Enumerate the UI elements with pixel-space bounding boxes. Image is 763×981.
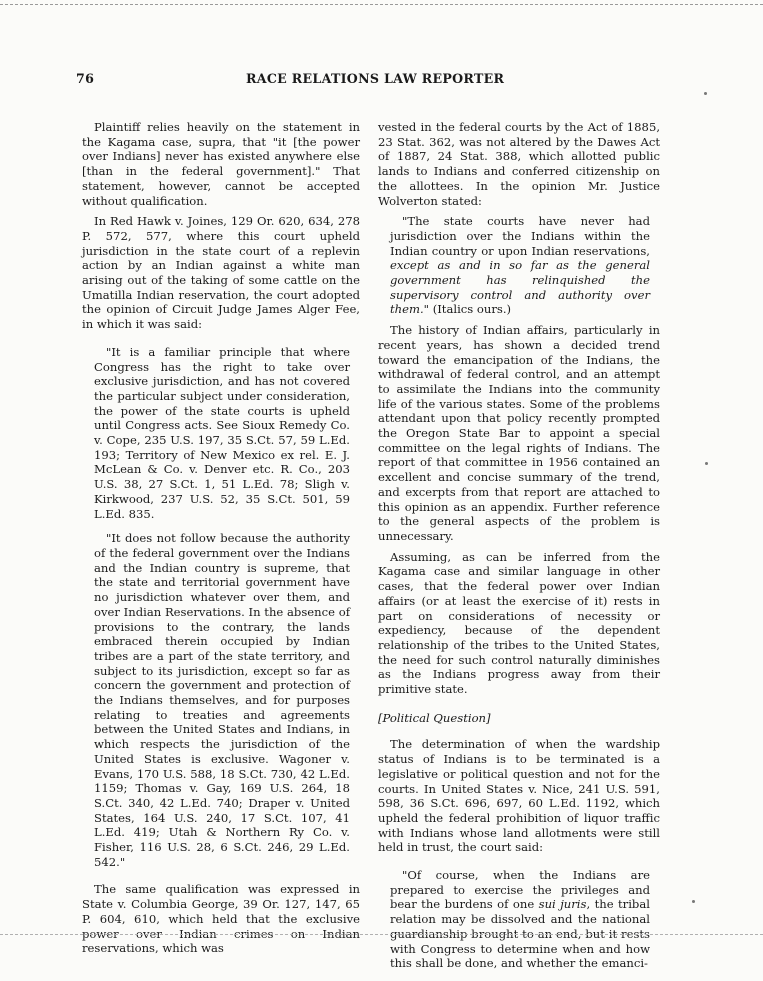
page-header <box>76 71 696 89</box>
right-column <box>378 120 660 981</box>
paragraph: vested in the federal courts by the Act of 1885, 23 Stat. 362, was not altered by the Dawes Act of 1887, 24 Stat. 388, which allotted public lands to Indians and conferred citizenship on the allottees. In the opinion Mr. Justice Wolverton stated: <box>378 120 660 208</box>
paragraph: Plaintiff relies heavily on the statement in the Kagama case, supra, that "it [the power over Indians] never has existed anywhere else [than in the federal government]." That statement, however, cannot be accepted without qualification. <box>82 120 360 208</box>
block-quote: "It does not follow because the authority of the federal government over the Indians and the Indian country is supreme, that the state and territorial government have no jurisdiction whatever over them, and over Indian Reservations. In the absence of provisions to the contrary, the lands embraced therein occupied by Indian tribes are a part of the state territory, and subject to its jurisdiction, except so far as concern the government and protection of the Indians themselves, and for purposes relating to treaties and agreements between the United States and Indians, in which respects the jurisdiction of the United States is exclusive. Wagoner v. Evans, 170 U.S. 588, 18 S.Ct. 730, 42 L.Ed. 1159; Thomas v. Gay, 169 U.S. 264, 18 S.Ct. 340, 42 L.Ed. 740; Draper v. United States, 164 U.S. 240, 17 S.Ct. 107, 41 L.Ed. 419; Utah & Northern Ry Co. v. Fisher, 116 U.S. 28, 6 S.Ct. 246, 29 L.Ed. 542." <box>94 531 350 869</box>
quote-text: "The state courts have never had jurisdiction over the Indians within the Indian country or upon Indian reservations, <box>390 214 650 258</box>
paragraph: The determination of when the wardship status of Indians is to be terminated is a legislative or political question and not for the courts. In United States v. Nice, 241 U.S. 591, 598, 36 S.Ct. 696, 697, 60 L.Ed. 1192, which upheld the federal prohibition of liquor traffic with Indians whose land allotments were still held in trust, the court said: <box>378 737 660 855</box>
running-title: RACE RELATIONS LAW REPORTER <box>246 71 505 86</box>
paragraph: In Red Hawk v. Joines, 129 Or. 620, 634, 278 P. 572, 577, where this court upheld jurisdiction in the state court of a replevin action by an Indian against a white man arising out of the taking of some cattle on the Umatilla Indian reservation, the court adopted the opinion of Circuit Judge James Alger Fee, in which it was said: <box>82 214 360 332</box>
paragraph: The history of Indian affairs, particularly in recent years, has shown a decided trend toward the emancipation of the Indians, the withdrawal of federal control, and an attempt to assimilate the Indians into the community life of the various states. Some of the problems attendant upon that policy recently prompted the Oregon State Bar to appoint a special committee on the legal rights of Indians. The report of that committee in 1956 contained an excellent and concise summary of the trend, and excerpts from that report are attached to this opinion as an appendix. Further reference to the general aspects of the problem is unnecessary. <box>378 323 660 543</box>
paragraph: The same qualification was expressed in State v. Columbia George, 39 Or. 127, 147, 65 P. 604, 610, which held that the exclusive power over Indian crimes on Indian reservations, which was <box>82 882 360 956</box>
scan-speck <box>692 900 695 903</box>
quote-italic-text: except as and in so far as the general government has relinquished the supervisory control and authority over them. <box>390 258 650 317</box>
scan-speck <box>705 462 708 465</box>
quote-italic-text: sui juris <box>538 897 587 912</box>
page-number: 76 <box>76 71 95 86</box>
top-scan-edge <box>0 4 763 5</box>
block-quote: "It is a familiar principle that where Congress has the right to take over exclusive jurisdiction, and has not covered the particular subject under consideration, the power of the state courts is upheld until Congress acts. See Sioux Remedy Co. v. Cope, 235 U.S. 197, 35 S.Ct. 57, 59 L.Ed. 193; Territory of New Mexico ex rel. E. J. McLean & Co. v. Denver etc. R. Co., 203 U.S. 38, 27 S.Ct. 1, 51 L.Ed. 78; Sligh v. Kirkwood, 237 U.S. 52, 35 S.Ct. 501, 59 L.Ed. 835. <box>94 344 350 521</box>
scan-speck <box>704 92 707 95</box>
section-heading: [Political Question] <box>378 710 491 725</box>
quote-text: "Of course, when the Indians are prepared to exercise the privileges and bear the burdens of one <box>390 868 650 912</box>
bottom-scan-edge <box>0 934 763 935</box>
quote-text: " (Italics ours.) <box>423 302 512 317</box>
quote-text: , the tribal relation may be dissolved and the national guardianship brought to an end, but it rests with Congress to determine when and how this shall be done, and whether the emanci- <box>390 897 650 971</box>
block-quote <box>390 214 650 317</box>
left-column <box>82 120 360 962</box>
block-quote <box>390 868 650 971</box>
paragraph: Assuming, as can be inferred from the Kagama case and similar language in other cases, that the federal power over Indian affairs (or at least the exercise of it) rests in part on considerations of necessity or expediency, because of the dependent relationship of the tribes to the United States, the need for such control naturally diminishes as the Indians progress away from their primitive state. <box>378 549 660 697</box>
